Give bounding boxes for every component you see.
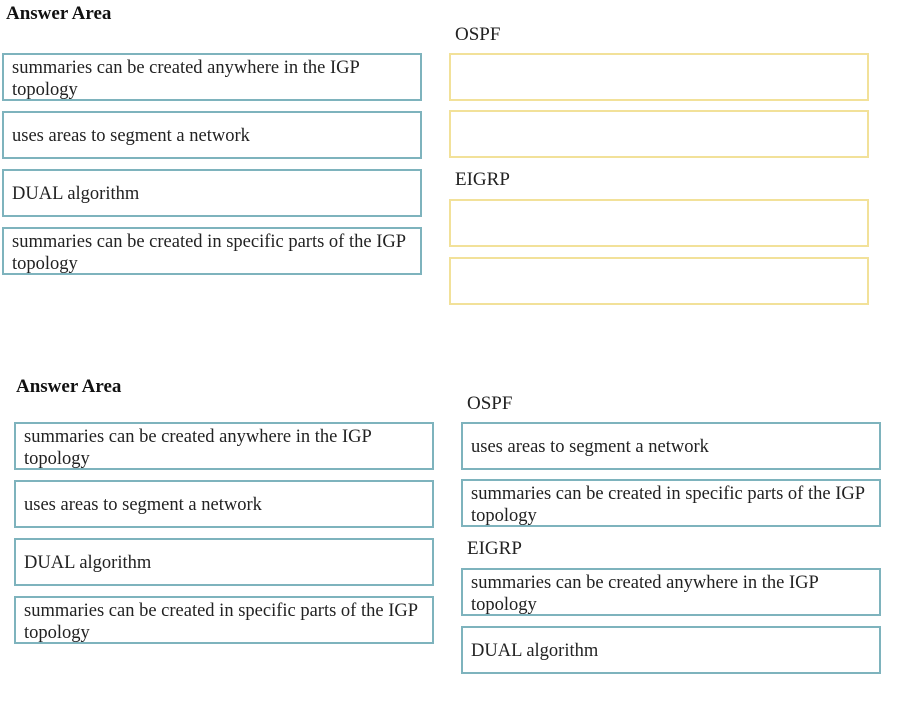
- source-item-summaries-anywhere[interactable]: [2, 53, 422, 101]
- item-label: summaries can be created anywhere in the IGP topology: [24, 427, 372, 469]
- eigrp-answer-slot-1[interactable]: [461, 568, 881, 616]
- item-label: summaries can be created anywhere in the IGP topology: [471, 573, 819, 615]
- eigrp-heading: EIGRP: [455, 169, 510, 190]
- ospf-heading: OSPF: [455, 24, 501, 45]
- item-label: summaries can be created anywhere in the IGP topology: [12, 58, 360, 100]
- eigrp-drop-slot-2[interactable]: [449, 257, 869, 305]
- item-label: uses areas to segment a network: [12, 126, 250, 146]
- item-label: DUAL algorithm: [12, 184, 140, 204]
- item-label: uses areas to segment a network: [24, 495, 262, 515]
- source-item-dual-algorithm[interactable]: [2, 169, 422, 217]
- ospf-answer-slot-2[interactable]: [461, 479, 881, 527]
- answer-area-title: Answer Area: [16, 376, 122, 397]
- eigrp-heading: EIGRP: [467, 538, 522, 559]
- source-item-summaries-anywhere[interactable]: [14, 422, 434, 470]
- ospf-answer-slot-1[interactable]: [461, 422, 881, 470]
- eigrp-answer-slot-2[interactable]: [461, 626, 881, 674]
- answer-area-title: Answer Area: [6, 3, 112, 24]
- item-label: DUAL algorithm: [471, 641, 599, 661]
- item-label: summaries can be created in specific parts of the IGP topology: [24, 601, 418, 643]
- item-label: summaries can be created in specific parts of the IGP topology: [12, 232, 406, 274]
- item-label: summaries can be created in specific parts of the IGP topology: [471, 484, 865, 526]
- item-label: DUAL algorithm: [24, 553, 152, 573]
- source-item-summaries-specific[interactable]: [2, 227, 422, 275]
- ospf-drop-slot-2[interactable]: [449, 110, 869, 158]
- ospf-drop-slot-1[interactable]: [449, 53, 869, 101]
- ospf-heading: OSPF: [467, 393, 513, 414]
- source-item-uses-areas[interactable]: [14, 480, 434, 528]
- source-item-dual-algorithm[interactable]: [14, 538, 434, 586]
- source-item-summaries-specific[interactable]: [14, 596, 434, 644]
- eigrp-drop-slot-1[interactable]: [449, 199, 869, 247]
- item-label: uses areas to segment a network: [471, 437, 709, 457]
- source-item-uses-areas[interactable]: [2, 111, 422, 159]
